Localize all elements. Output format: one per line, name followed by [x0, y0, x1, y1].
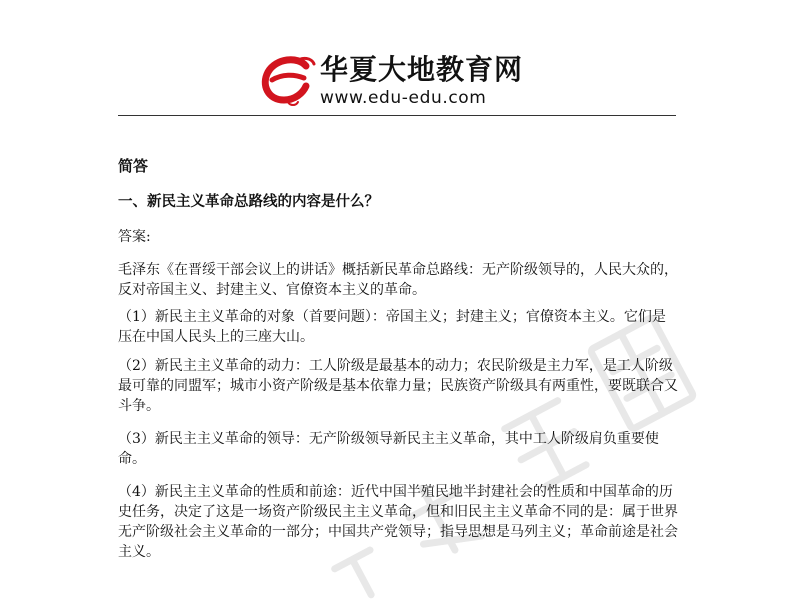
question-title: 一、新民主义革命总路线的内容是什么？: [118, 194, 379, 210]
answer-paragraph: （4）新民主主义革命的性质和前途：近代中国半殖民地半封建社会的性质和中国革命的历史任务，决定了这是一场资产阶级民主主义革命，但和旧民主主义革命不同的是：属于世界无产阶级社会主义革命的一部分；中国共产党领导；指导思想是马列主义；革命前途是社会主义。: [118, 484, 678, 560]
section-title: 简答: [118, 157, 149, 175]
answer-paragraph: （3）新民主主义革命的领导：无产阶级领导新民主主义革命，其中工人阶级肩负重要使命。: [118, 431, 659, 467]
answer-paragraph: （2）新民主主义革命的动力：工人阶级是最基本的动力；农民阶级是主力军，是工人阶级最可靠的同盟军；城市小资产阶级是基本依靠力量；民族资产阶级具有两重性，要既联合又斗争。: [118, 358, 678, 414]
answer-paragraph: 毛泽东《在晋绥干部会议上的讲话》概括新民革命总路线：无产阶级领导的，人民大众的，反对帝国主义、封建主义、官僚资本主义的革命。: [118, 262, 678, 298]
answer-label: 答案:: [118, 229, 151, 245]
page-header: [0, 0, 794, 118]
brand-url: www.edu-edu.com: [320, 88, 487, 108]
brand-name: 华夏大地教育网: [320, 53, 524, 86]
answer-paragraph: （1）新民主主义革命的对象（首要问题）：帝国主义；封建主义；官僚资本主义。它们是压在中国人民头上的三座大山。: [118, 309, 666, 345]
edu-logo-icon: [258, 52, 318, 108]
header-divider: [118, 115, 676, 116]
